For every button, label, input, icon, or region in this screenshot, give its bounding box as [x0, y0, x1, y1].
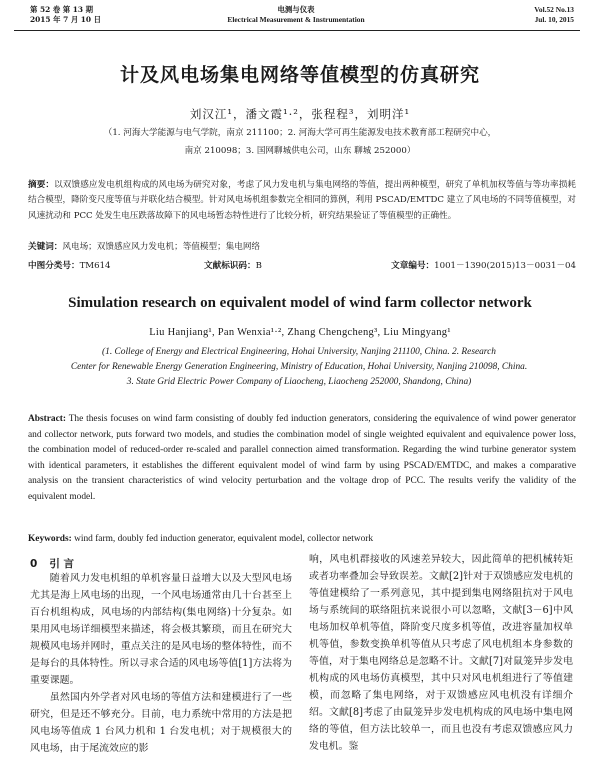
- header-journal-cn: 电测与仪表: [277, 5, 315, 14]
- body-column-left: [30, 570, 292, 757]
- abstract-cn: [28, 178, 576, 224]
- classification-row: [28, 259, 576, 273]
- header-volume-info-en: [534, 5, 574, 25]
- doc-label: 文献标识码：: [204, 261, 256, 271]
- body-column-right: [309, 551, 573, 755]
- affiliations-en: [20, 345, 578, 390]
- body-paragraph: 响，风电机群接收的风速差异较大，因此简单的把机械转矩或者功率叠加会导致误差。文献[2]针对于双馈感应发电机的等值建模给了一系列意见，其中提到集电网络阻抗对于风电场与系统间的联络阻抗来说很小可以忽略，文献[3－6]中风电场加权单机等值，降阶变尺度多机等值，改进容量加权单机等值，参数变换单机等值从只考虑了风电机组本身参数的等值，对于集电网络总是忽略不计。文献[7]对鼠笼异步发电机构成的风电场仿真模型，其中只对风电机组进行了等值建模，而忽略了集电网络，对于双馈感应风电机没有详细介绍。文献[8]考虑了由鼠笼异步发电机构成的风电场中集电网络的等值，但方法比较单一，而且也没有考虑双馈感应风力发电机。鉴: [309, 554, 573, 752]
- header-date-cn: 2015 年 7 月 10 日: [30, 15, 102, 24]
- keywords-en: [28, 532, 576, 546]
- header-journal-en: Electrical Measurement & Instrumentation: [227, 15, 365, 24]
- authors-cn: 刘汉江¹，潘文霞¹·²，张程程³，刘明洋¹: [189, 107, 411, 121]
- clc-number: [28, 259, 111, 271]
- header-volume-en: Vol.52 No.13: [534, 5, 574, 14]
- abstract-cn-text: 以双馈感应发电机组构成的风电场为研究对象，考虑了风力发电机与集电网络的等值，提出两种模型，研究了单机加权等值与等功率损耗结合模型，降阶变尺度等值与并联化结合模型。针对风电场机组参数完全相同的算例，利用 PSCAD/EMTDC 建立了风电场的不同等值模型，对风速扰动和 PCC 处发生电压跌落故障下的风电场暂态特性进行了比较分析，研究结果验证了等值模型的正确性。: [28, 180, 576, 221]
- header-divider: [14, 30, 580, 31]
- doc-code: [204, 259, 262, 271]
- header-date-en: Jul. 10, 2015: [534, 15, 574, 24]
- article-number: [391, 259, 576, 271]
- doc-value: B: [255, 261, 262, 271]
- authors-en: Liu Hanjiang¹, Pan Wenxia¹·², Zhang Chengcheng³, Liu Mingyang¹: [149, 327, 451, 338]
- keywords-cn-text: 风电场；双馈感应风力发电机；等值模型；集电网络: [62, 242, 261, 252]
- section-title: 引 言: [49, 558, 74, 570]
- paper-title-en: Simulation research on equivalent model of wind farm collector network: [68, 295, 532, 311]
- abstract-en-text: The thesis focuses on wind farm consisting of doubly fed induction generators, considering the equivalence of wind power generator and collector network, puts forward two models, and studies the combination model of single weighted equivalent and equivalence power loss, the combination model of reduced-order re-scaled and parallel connection aimed transformation. Regarding the wind turbine generator system with identical parameters, it establishes the different equivalent model of wind farm by using PSCAD/EMTDC, and makes a comparative analysis on the transient characteristics of wind velocity perturbation and the voltage drop of PCC. The results verify the validity of the equivalent model.: [28, 414, 576, 502]
- keywords-en-label: Keywords:: [28, 534, 72, 544]
- article-value: 1001－1390(2015)13－0031－04: [434, 261, 576, 271]
- keywords-en-text: wind farm, doubly fed induction generator, equivalent model, collector network: [74, 534, 374, 544]
- clc-label: 中图分类号：: [28, 261, 80, 271]
- affiliation-cn-line1: （1. 河海大学能源与电气学院，南京 211100；2. 河海大学可再生能源发电技术教育部工程研究中心，: [103, 128, 497, 138]
- abstract-en-label: Abstract:: [28, 414, 67, 424]
- article-label: 文章编号：: [391, 261, 435, 271]
- keywords-cn: [28, 240, 576, 254]
- section-number: 0: [30, 558, 38, 570]
- body-paragraph: 随着风力发电机组的单机容量日益增大以及大型风电场尤其是海上风电场的出现，一个风电场通常由几十台甚至上百台机组构成，风电场的内部结构(集电网络)十分复杂。如果用风电场详细模型来描述，将会极其繁琐，而且在研究大规模风电场并网时，重点关注的是风电场的整体特性，而不是每台的具体特性。所以寻求合适的风电场等值[1]方法将为重要课题。: [30, 573, 292, 686]
- section-heading-introduction: [30, 556, 86, 571]
- body-paragraph: 虽然国内外学者对风电场的等值方法和建模进行了一些研究，但是还不够充分。目前，电力系统中常用的方法是把风电场等值成 1 台风力机和 1 台发电机；对于规模很大的风电场，由于尾流效应的影: [30, 692, 292, 754]
- header-journal-name: [14, 5, 578, 25]
- affiliation-en-line2: Center for Renewable Energy Generation Engineering, Ministry of Education, Hohai University, Nanjing 210098, China.: [70, 362, 528, 372]
- paper-title-cn: 计及风电场集电网络等值模型的仿真研究: [119, 64, 480, 86]
- abstract-en: [28, 412, 576, 506]
- clc-value: TM614: [79, 261, 111, 271]
- keywords-cn-label: 关键词：: [28, 242, 63, 252]
- header-volume: 第 52 卷 第 13 期: [30, 5, 93, 14]
- affiliation-en-line3: 3. State Grid Electric Power Company of Liaocheng, Liaocheng 252000, Shandong, China): [126, 377, 472, 387]
- affiliation-cn-line2: 南京 210098；3. 国网聊城供电公司，山东 聊城 252000）: [184, 146, 416, 156]
- abstract-cn-label: 摘要：: [28, 180, 55, 190]
- affiliation-en-line1: (1. College of Energy and Electrical Engineering, Hohai University, Nanjing 211100, China. 2. Research: [102, 347, 496, 357]
